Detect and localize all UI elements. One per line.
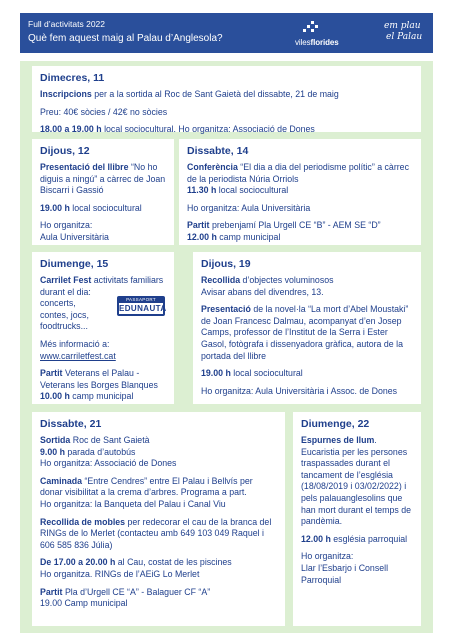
event-card-dijous-12: Dijous, 12 Presentació del llibre “No ho diguis a ningú” a càrrec de Joan Biscarri i Gassió 19.00 h local sociocultural Ho organitza: Aula Universitària [32,139,174,245]
flower-logo-icon [301,19,319,37]
event-date: Diumenge, 22 [301,418,370,430]
event-card-dissabte-21: Dissabte, 21 Sortida Roc de Sant Gaietà 9.00 h parada d’autobús Ho organitza: Associació de Dones Caminada “Entre Cendres” entre El Palau i Bellvís per donar visibilitat a la crema d’arbres. Programa a part. Ho organitza: la Banqueta del Palau i Canal Viu Recollida de mobles per redecorar el cau de la branca del RINGs de lo Merlet (contacteu amb 649 103 049 Raquel i 606 585 836 Júlia) De 17.00 a 20.00 h al Cau, costat de les piscines Ho organitza. RINGs de l’AEiG Lo Merlet Partit Pla d’Urgell CE “A” - Balaguer CF “A” 19.00 Camp municipal [32,412,285,626]
slogan-line-2: el Palau [386,32,423,42]
header-subtitle: Full d’activitats 2022 [28,19,106,29]
event-date: Dissabte, 14 [187,145,249,157]
logo-wordmark: vilesflorides [295,38,339,47]
event-date: Dijous, 19 [201,258,251,270]
slogan-line-1: em plau [384,21,421,31]
event-date: Dimecres, 11 [40,72,105,84]
event-date: Dijous, 12 [40,145,90,157]
event-card-dijous-19: Dijous, 19 Recollida d’objectes voluminosos Avisar abans del divendres, 13. Presentació de la novel·la “La mort d’Abel Moustaki” de Joan Francesc Dalmau, acompanyat d’en Josep Camps, professor de l’Institut de la Serra i Ester Gasol, fotògrafa i dissenyadora gràfica, autora de la portada del llibre 19.00 h local sociocultural Ho organitza: Aula Universitària i Assoc. de Dones [193,252,421,404]
carrilet-fest-link[interactable]: www.carriletfest.cat [40,350,116,361]
event-card-diumenge-15: Diumenge, 15 Carrilet Fest activitats familiars durant el dia: concerts, contes, jocs, foodtrucks... Més informació a: www.carriletfest.cat Partit Veterans el Palau - Veterans les Borges Blanques 10.00 h camp municipal [32,252,174,404]
event-date: Dissabte, 21 [40,418,102,430]
event-date: Diumenge, 15 [40,258,109,270]
header-title: Què fem aquest maig al Palau d’Anglesola? [28,33,223,44]
event-card-diumenge-22: Diumenge, 22 Espurnes de llum. Eucaristia per les persones traspassades durant el tancament de l’església (18/08/2019 i 03/02/2022) i pels palauanglesolins que han mort durant el temps de pandèmia. 12.00 h església parroquial Ho organitza: Llar l’Esbarjo i Consell Parroquial [293,412,421,626]
page-header [20,13,433,53]
event-card-dimecres-11: Dimecres, 11 Inscripcions per a la sortida al Roc de Sant Gaietà del dissabte, 21 de maig Preu: 40€ sòcies / 42€ no sòcies 18.00 a 19.00 h local sociocultural. Ho organitza: Associació de Dones [32,66,421,132]
passaport-edunauta-logo: PASSAPORT EDUNAUTA [117,296,165,316]
event-card-dissabte-14: Dissabte, 14 Conferència “El dia a dia del periodisme polític” a càrrec de la periodista Núria Orriols 11.30 h local sociocultural Ho organitza: Aula Universitària Partit prebenjamí Pla Urgell CE “B” - AEM SE “D” 12.00 h camp municipal [179,139,421,245]
